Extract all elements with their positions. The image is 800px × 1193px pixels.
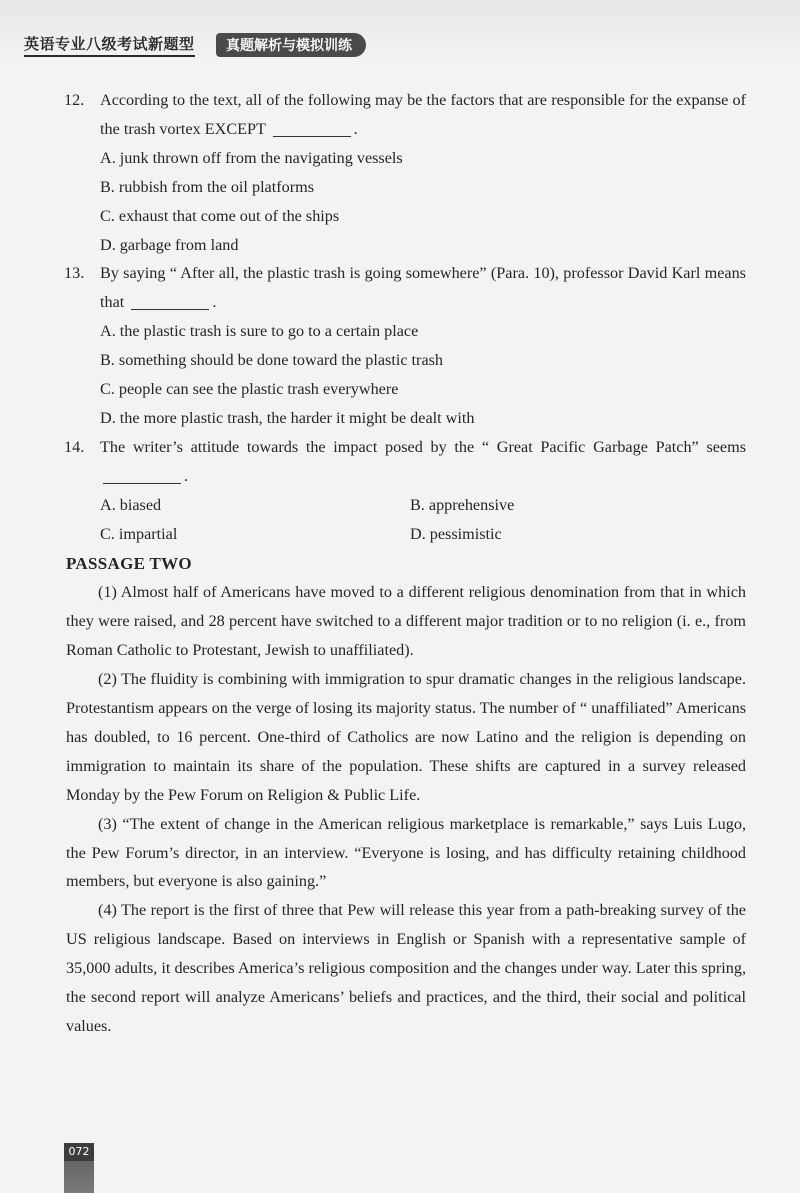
question-stem: According to the text, all of the following may be the factors that are responsible for the expanse of the trash vortex EXCEPT . — [100, 91, 746, 138]
option-b: B. something should be done toward the plastic trash — [100, 351, 444, 370]
question-13 — [66, 259, 746, 317]
answer-blank — [103, 467, 181, 484]
section-badge: 真题解析与模拟训练 — [216, 33, 366, 57]
paragraph-2: (2) The fluidity is combining with immigration to spur dramatic changes in the religious landscape. Protestantism appears on the verge of losing its majority status. The number of “ unaffiliated” Americans has doubled, to 16 percent. One-third of Catholics are now Latino and the religion is depending on immigration to maintain its share of the population. These shifts are captured in a survey released Monday by the Pew Forum on Religion & Public Life. — [66, 670, 746, 804]
paragraph-3: (3) “The extent of change in the American religious marketplace is remarkable,” says Luis Lugo, the Pew Forum’s director, in an interview. “Everyone is losing, and has difficulty retaining childhood members, but everyone is also gaining.” — [66, 814, 746, 891]
option-b: B. rubbish from the oil platforms — [100, 177, 315, 196]
question-14 — [66, 433, 746, 491]
page-content — [66, 86, 746, 1041]
page-number: 072 — [64, 1143, 94, 1161]
option-c: C. impartial — [100, 524, 178, 543]
option-a: A. the plastic trash is sure to go to a certain place — [100, 322, 419, 341]
page-number-tab — [64, 1143, 94, 1193]
question-12 — [66, 86, 746, 144]
option-a: A. biased — [100, 495, 162, 514]
answer-blank — [273, 120, 351, 137]
book-title: 英语专业八级考试新题型 — [24, 33, 195, 57]
option-b: B. apprehensive — [410, 495, 515, 514]
option-a: A. junk thrown off from the navigating vessels — [100, 148, 403, 167]
option-c: C. people can see the plastic trash everywhere — [100, 380, 399, 399]
passage-title: PASSAGE TWO — [66, 553, 192, 573]
answer-blank — [131, 293, 209, 310]
question-stem: The writer’s attitude towards the impact posed by the “ Great Pacific Garbage Patch” seems . — [100, 437, 746, 485]
question-number: 13. — [64, 264, 85, 283]
question-number: 12. — [64, 91, 85, 109]
option-d: D. pessimistic — [410, 524, 502, 543]
page-header — [0, 0, 800, 62]
question-stem: By saying “ After all, the plastic trash is going somewhere” (Para. 10), professor David Karl means that . — [100, 264, 746, 312]
option-d: D. the more plastic trash, the harder it might be dealt with — [100, 408, 475, 427]
paragraph-1: (1) Almost half of Americans have moved to a different religious denomination from that in which they were raised, and 28 percent have switched to a different major tradition or to no religion (i. e., from Roman Catholic to Protestant, Jewish to unaffiliated). — [66, 583, 746, 660]
option-c: C. exhaust that come out of the ships — [100, 206, 340, 225]
options-grid — [66, 491, 746, 549]
option-d: D. garbage from land — [100, 235, 239, 254]
question-number: 14. — [64, 437, 85, 456]
paragraph-4: (4) The report is the first of three that Pew will release this year from a path-breaking survey of the US religious landscape. Based on interviews in English or Spanish with a representative sample of 35,000 adults, it describes America’s religious composition and the changes under way. Later this spring, the second report will analyze Americans’ beliefs and practices, and the third, their social and political values. — [66, 901, 746, 1035]
